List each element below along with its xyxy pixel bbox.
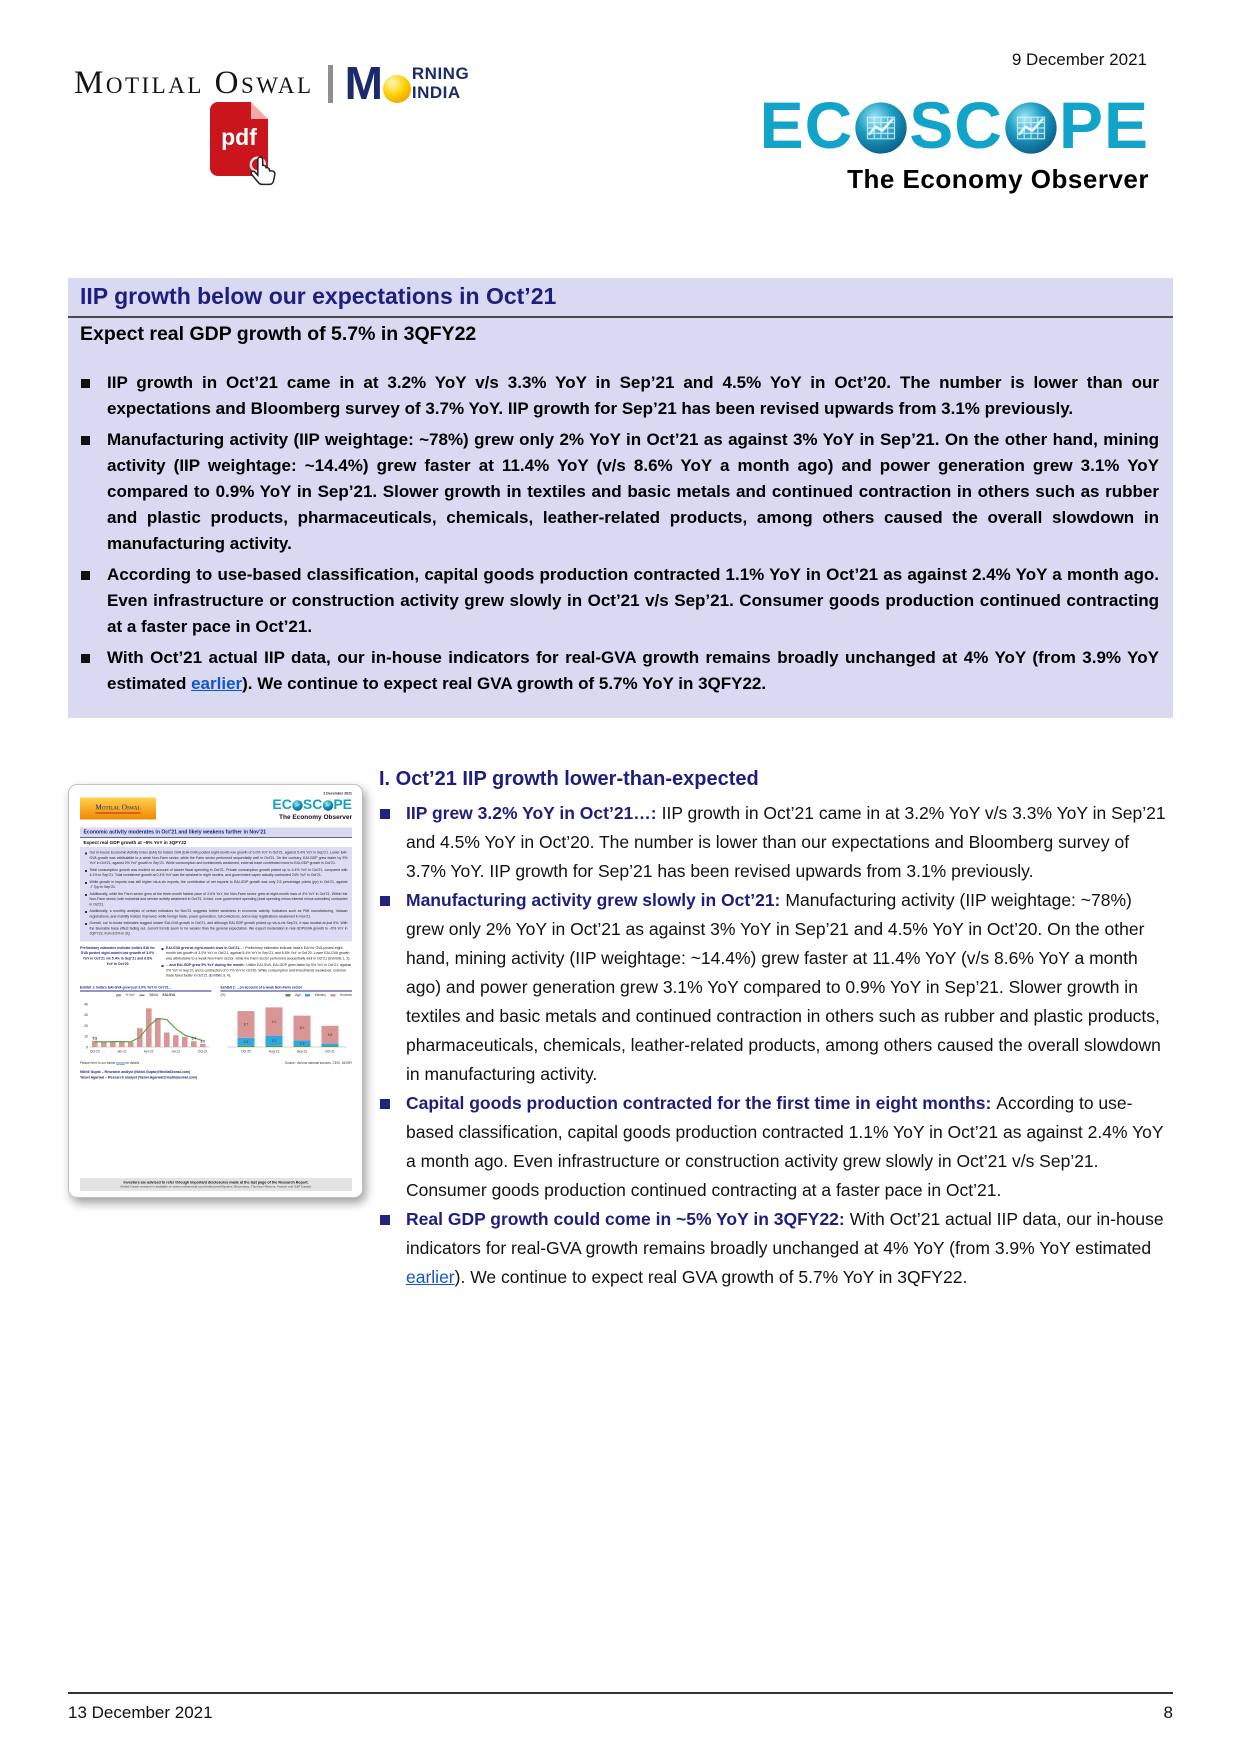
exhibit1-bar-line-chart bbox=[80, 997, 210, 1058]
summary-bullet: According to use-based classification, capital goods production contracted 1.1% YoY in Oct’21 as against 2.4% YoY a month ago. Even infrastructure or construction activity grew slowly in Oct’21 v/s Sep’21. Consumer goods production continued contracting at a faster pace in Oct’21. bbox=[68, 562, 1159, 640]
svg-text:5.8: 5.8 bbox=[92, 1036, 98, 1041]
article-bullet: Real GDP growth could come in ~5% YoY in 3QFY22: With Oct’21 actual IIP data, our in-house indicators for real-GVA growth remains broadly unchanged at 4% YoY (from 3.9% YoY estimated earlier). We continue to expect real GVA growth of 5.7% YoY in 3QFY22. bbox=[377, 1205, 1173, 1292]
globe-icon bbox=[1004, 101, 1058, 155]
thumb-note: Please refer to our earlier report for details bbox=[80, 1061, 140, 1065]
morning-india-rning: RNING bbox=[411, 63, 470, 83]
globe-icon bbox=[292, 800, 303, 811]
economy-observer-tagline: The Economy Observer bbox=[847, 164, 1149, 194]
svg-text:Oct-20: Oct-20 bbox=[89, 1049, 100, 1054]
svg-text:Oct-21: Oct-21 bbox=[197, 1049, 208, 1054]
bullet-marker bbox=[380, 1215, 390, 1225]
article-column bbox=[377, 768, 1173, 1292]
bullet-marker bbox=[85, 882, 87, 884]
svg-text:40: 40 bbox=[84, 1002, 88, 1006]
motilal-oswal-brand bbox=[74, 57, 470, 109]
globe-icon bbox=[854, 101, 908, 155]
page-header bbox=[68, 50, 1173, 250]
bullet-marker bbox=[162, 948, 164, 950]
svg-text:Sep-21: Sep-21 bbox=[296, 1049, 308, 1054]
bullet-marker bbox=[81, 436, 90, 445]
bullet-marker bbox=[81, 379, 90, 388]
svg-text:20: 20 bbox=[84, 1023, 88, 1028]
svg-text:3.3: 3.3 bbox=[271, 1038, 277, 1043]
report-title: IIP growth below our expectations in Oct’21 bbox=[68, 278, 1173, 318]
thumb-side-note: Preliminary estimates indicate India’s EAI for GVA posted eight-month low growth of 3.0% YoY in Oct’21 v/s 5.4% in Sep’21 and 6.8% YoY in Oct’20 bbox=[80, 946, 155, 967]
article-bullet: Capital goods production contracted for the first time in eight months: According to use-based classification, capital goods production contracted 1.1% YoY in Oct’21 as against 2.4% YoY a month ago. Even infrastructure or construction activity grew slowly in Oct’21 v/s Sep’21. Consumer goods production continued contracting at a faster pace in Oct’21. bbox=[377, 1089, 1173, 1205]
summary-bullet: Manufacturing activity (IIP weightage: ~78%) grew only 2% YoY in Oct’21 as against 3% YoY in Sep’21. On the other hand, mining activity (IIP weightage: ~14.4%) grew faster at 11.4% YoY (v/s 8.6% YoY a month ago) and power generation grew 3.1% YoY compared to 0.9% YoY in Sep’21. Slower growth in textiles and basic metals and continued contraction in others such as rubber and plastic products, pharmaceuticals, chemicals, leather-related products, among others caused the overall slowdown in manufacturing activity. bbox=[68, 427, 1159, 557]
svg-text:Aug-21: Aug-21 bbox=[268, 1049, 280, 1054]
ecoscope-logo bbox=[759, 88, 1149, 195]
hand-cursor-icon bbox=[242, 152, 282, 192]
brand-separator bbox=[328, 65, 333, 103]
thumb-report-link[interactable]: report bbox=[116, 1061, 125, 1065]
summary-bullet: IIP growth in Oct’21 came in at 3.2% YoY v/s 3.3% YoY in Sep’21 and 4.5% YoY in Oct’20. The number is lower than our expectations and Bloomberg survey of 3.7% YoY. IIP growth for Sep’21 has been revised upwards from 3.1% previously. bbox=[68, 370, 1159, 422]
exhibit1-chart: Exhibit 1: India’s EAI-GVA grew just 3.0% YoY in Oct’21... % YoY 3MMA EAI-GVA 0 10 20 30 40 5.8 5.4 3.0 Oct-20 Jan-21 Apr-21 Jul-21 Oct-21 bbox=[80, 986, 212, 1061]
bullet-marker bbox=[81, 571, 90, 580]
svg-text:Oct-20: Oct-20 bbox=[241, 1049, 251, 1054]
svg-text:3.0: 3.0 bbox=[200, 1039, 206, 1044]
svg-text:5.4: 5.4 bbox=[191, 1036, 197, 1041]
svg-text:2.6: 2.6 bbox=[243, 1039, 249, 1044]
thumb-ecoscope-logo: EC SC PE The Economy Observer bbox=[272, 796, 352, 821]
bullet-marker bbox=[85, 911, 87, 913]
report-date: 9 December 2021 bbox=[1011, 50, 1147, 69]
bullet-marker bbox=[85, 853, 87, 855]
bullet-marker bbox=[380, 809, 390, 819]
ecoscope-ec: EC bbox=[759, 88, 854, 162]
svg-text:0: 0 bbox=[86, 1045, 88, 1049]
globe-icon bbox=[322, 800, 333, 811]
summary-bullets bbox=[68, 350, 1173, 718]
thumb-summary-bullets: Our in-house Economic Activity Index (EAI) for India’s GVA (EAI-GVA) posted eight-month low growth of 3.0% YoY in Oct’21, against 5.4% YoY in Sep’21. Lower EAI-GVA growth was attributable to a weak Non-Farm sector, while the Farm sector performed sequentially well in Oct’21. On the contrary, EAI-GDP grew faster by 5% YoY in Oct’21, against 2% YoY growth in Sep’21. While consumption and investments weakened, external trade contributed more to EAI-GDP growth in Oct’21. Total consumption growth was modest on account of slower fiscal spending in Oct’21. Private consumption growth picked up to 4.4% YoY in Oct’21, compared with 4.1% in Sep’21. Total investment growth at 0.4% YoY was the weakest in eight months, and government capex actually contracted 24% YoY in Oct’21. While growth in imports was still higher vis-à-vis exports, the contribution of net exports to EAI-GDP growth was only 2.5 percentage points (pp) in Oct’21, against -7.7pp in Sep’21. Additionally, while the Farm sector grew at the three-month fastest pace of 2.6% YoY, the Non-Farm sector grew at eight-month lows of 4% YoY in Oct’21. Within the Non-Farm sector, both industrial and service activity weakened in Oct’21. In fact, core government spending (total spending minus interest minus subsidies) contracted in Oct’21. Additionally, a monthly analysis of certain indicators for Nov’21 suggests further weakness in economic activity. Indicators such as PMI manufacturing, Vahaan registrations, and mobility indices improved, while foreign trade, power generation, toll collections, and e-way registrations weakened in Nov’21. Overall, our in-house estimates suggest slower EAI-GVA growth in Oct’21, and although EAI-GDP growth picked up vis-à-vis Sep’21, it was modest at just 5%. With the favorable base effect fading out, current trends seem to be weaker than the general expectation. We expect moderation in real GDP/GVA growth to ~5% YoY in 3QFY22, from 8.5% in 2Q. bbox=[80, 847, 352, 941]
thumb-disclaimer: Investors are advised to refer through important disclosures made at the last page of the Research Report. Motilal Oswal research is available on www.motilaloswal.com/Institutional-Equities, Bloomberg, Thomson Reuters, Factset and S&P Capital. bbox=[80, 1178, 352, 1191]
bullet-marker bbox=[380, 896, 390, 906]
svg-text:8.7: 8.7 bbox=[243, 1022, 249, 1027]
thumb-authors: Nikhil Gupta – Research analyst (Nikhil.Gupta@MotilalOswal.com) Yaswi Agarwal – Research analyst (Yaswi.Agarwal@motilaloswal.com) bbox=[80, 1070, 198, 1080]
svg-text:Jan-21: Jan-21 bbox=[116, 1049, 127, 1054]
thumb-source: Source: Various national sources, CEIC, MOSPI bbox=[284, 1061, 352, 1065]
bullet-marker bbox=[85, 923, 87, 925]
article-bullet: Manufacturing activity grew slowly in Oct’21: Manufacturing activity (IIP weightage: ~78%) grew only 2% YoY in Oct’21 as against 3% YoY in Sep’21 and 4.5% YoY in Oct’20. On the other hand, mining activity (IIP weightage: ~14.4%) grew faster at 11.4% YoY (v/s 8.6% YoY a month ago) and power generation grew 3.1% YoY compared to 0.9% YoY in Sep’21. Slower growth in textiles and basic metals and continued contraction in others such as rubber and plastic products, pharmaceuticals, chemicals, leather-related products, among others caused the overall slowdown in manufacturing activity. bbox=[377, 886, 1173, 1089]
svg-text:5.8: 5.8 bbox=[327, 1032, 333, 1037]
thumb-brand-logo: Motilal Oswal bbox=[80, 798, 156, 820]
thumb-date: 2 December 2021 bbox=[323, 792, 352, 796]
svg-text:Oct-21: Oct-21 bbox=[325, 1049, 335, 1054]
svg-text:10: 10 bbox=[84, 1034, 88, 1039]
bullet-marker bbox=[81, 654, 90, 663]
report-subtitle: Expect real GDP growth of 5.7% in 3QFY22 bbox=[80, 323, 477, 345]
thumb-subtitle: Expect real GDP growth at ~5% YoY in 3QFY22 bbox=[83, 840, 187, 845]
pdf-icon[interactable] bbox=[210, 102, 268, 176]
ecoscope-sc: SC bbox=[909, 88, 1003, 162]
summary-box bbox=[68, 278, 1173, 718]
legend-swatch-3mma bbox=[139, 994, 144, 996]
brand-name: Motilal Oswal bbox=[74, 65, 314, 102]
svg-text:1.9: 1.9 bbox=[299, 1041, 305, 1046]
page-number: 8 bbox=[1163, 1703, 1173, 1722]
earlier-report-link[interactable]: earlier bbox=[191, 674, 243, 693]
bullet-marker bbox=[162, 965, 164, 967]
exhibit2-stacked-bar-chart bbox=[221, 997, 351, 1058]
pdf-label: pdf bbox=[221, 124, 257, 150]
morning-india-india: INDIA bbox=[411, 82, 461, 102]
svg-text:30: 30 bbox=[84, 1012, 88, 1017]
footer-date: 13 December 2021 bbox=[68, 1703, 213, 1722]
svg-text:9.2: 9.2 bbox=[271, 1019, 277, 1024]
article-bullet: IIP grew 3.2% YoY in Oct’21…: IIP growth in Oct’21 came in at 3.2% YoY v/s 3.3% YoY in Sep’21 and 4.5% YoY in Oct’20. The number is lower than our expectations and Bloomberg survey of 3.7% YoY. IIP growth for Sep’21 has been revised upwards from 3.1% previously. bbox=[377, 799, 1173, 886]
exhibit2-chart: Exhibit 2: ...on account of a weak Non-Farm sector (%) Agri Industry Services 2.6 8.7 Oct-20 3.3 9.2 Aug-21 1.9 8.0 Sep-21 5.8 Oct-21 bbox=[221, 986, 353, 1061]
section-heading: I. Oct’21 IIP growth lower-than-expected bbox=[379, 768, 759, 790]
thumb-title: Economic activity moderates in Oct’21 and likely weakens further in Nov’21 bbox=[80, 828, 352, 839]
earlier-report-link[interactable]: earlier bbox=[406, 1267, 455, 1287]
svg-text:8.0: 8.0 bbox=[299, 1025, 305, 1030]
morning-india-ball-icon bbox=[383, 75, 411, 103]
summary-bullet: With Oct’21 actual IIP data, our in-house indicators for real-GVA growth remains broadly unchanged at 4% YoY (from 3.9% YoY estimated earlier). We continue to expect real GVA growth of 5.7% YoY in 3QFY22. bbox=[68, 645, 1159, 697]
earlier-report-thumbnail[interactable]: 2 December 2021 Motilal Oswal EC SC PE The Economy Observer Economic activity moderates in Oct’21 and likely weakens further in Nov’21 Expect real GDP growth at ~5% YoY in 3QFY22 Our in-house Economic Activity Index (EAI) for India’s GVA (EAI-GVA) posted eight-month low growth of 3.0% YoY in Oct’21, against 5.4% YoY in Sep’21. Lower EAI-GVA growth was attributable to a weak Non-Farm sector, while the Farm sector performed sequentially well in Oct’21. On the contrary, EAI-GDP grew faster by 5% YoY in Oct’21, against 2% YoY growth in Sep’21. While consumption and investments weakened, external trade contributed more to EAI-GDP growth in Oct’21. Total consumption growth was modest on account of slower fiscal spending in Oct’21. Private consumption growth picked up to 4.4% YoY in Oct’21, compared with 4.1% in Sep’21. Total investment growth at 0.4% YoY was the weakest in eight months, and government capex actually contracted 24% YoY in Oct’21. While growth in imports was still higher vis-à-vis exports, the contribution of net exports to EAI-GDP growth was only 2.5 percentage points (pp) in Oct’21, against -7.7pp in Sep’21. Additionally, while the Farm sector grew at the three-month fastest pace of 2.6% YoY, the Non-Farm sector grew at eight-month lows of 4% YoY in Oct’21. Within the Non-Farm sector, both industrial and service activity weakened in Oct’21. In fact, core government spending (total spending minus interest minus subsidies) contracted in Oct’21. Additionally, a monthly analysis of certain indicators for Nov’21 suggests further weakness in economic activity. Indicators such as PMI manufacturing, Vahaan registrations, and mobility indices improved, while foreign trade, power generation, toll collections, and e-way registrations weakened in Nov’21. Overall, our in-house estimates suggest slower EAI-GVA growth in Oct’21, and although EAI-GDP growth picked up vis-à-vis Sep’21, it was modest at just 5%. With the favorable base effect fading out, current trends seem to be weaker than the general expectation. We expect moderation in real GDP/GVA growth to ~5% YoY in 3QFY22, from 8.5% in 2Q. Preliminary estimates indicate India’s EAI for GVA posted eight-month low growth of 3.0% YoY in Oct’21 v/s 5.4% in Sep’21 and 6.8% YoY in Oct’20 EAI-GVA grew at eight-month lows in Oct’21…: Preliminary estimates indicate India’s EAI for GVA posted eight-month low growth of 3.0% YoY in Oct’21, against 5.4% YoY in Sep’21, and 6.8% YoY in Oct’20. Lower EAI-GVA growth was attributable to a weak Non-Farm sector, while the Farm sector performed sequentially well in Oct’21 (Exhibits 1, 2). …and EAI-GDP grew 5% YoY during the month: Unlike EAI-GVA, EAI-GDP grew faster by 5% YoY in Oct’21, against 2% YoY in Sep’21 and a contraction of 0.7% YoY in Oct’20. While consumption and investments weakened, external trade fared better in Oct’21 (Exhibits 3, 4). Exhibit 1: India’s EAI-GVA grew just 3.0% YoY in Oct’21... % YoY 3MMA EAI-GVA 0 10 20 30 40 5.8 5.4 3.0 Oct-20 Jan-21 Apr-21 Jul-21 Oct-21 Exhibit 2: ...on account of a weak Non-Farm sector (%) Agri Industry Services 2.6 8.7 Oct-20 3.3 9.2 Aug-21 1.9 8.0 Sep-21 5.8 Oct-21 Please refer to our earlier report for details Source: Various national sources, CEIC, MOSPI Nikhil Gupta – Research analyst (Nikhil.Gupta@MotilalOswal.com) Yaswi Agarwal – Research analyst (Yaswi.Agarwal@motilaloswal.com) Investors are advised to refer through important disclosures made at the last page of the Research Report. Motilal Oswal research is available on www.motilaloswal.com/Institutional-Equities, Bloomberg, Thomson Reuters, Factset and S&P Capital. bbox=[68, 784, 363, 1198]
body-columns bbox=[68, 768, 1173, 1292]
page-footer bbox=[68, 1692, 1173, 1723]
bullet-marker bbox=[380, 1099, 390, 1109]
morning-india-m: M bbox=[344, 57, 383, 109]
morning-india-logo bbox=[344, 57, 470, 109]
ecoscope-pe: PE bbox=[1058, 88, 1149, 162]
svg-text:Apr-21: Apr-21 bbox=[143, 1049, 154, 1054]
bullet-marker bbox=[85, 870, 87, 872]
svg-text:Jul-21: Jul-21 bbox=[171, 1049, 181, 1054]
bullet-marker bbox=[85, 894, 87, 896]
